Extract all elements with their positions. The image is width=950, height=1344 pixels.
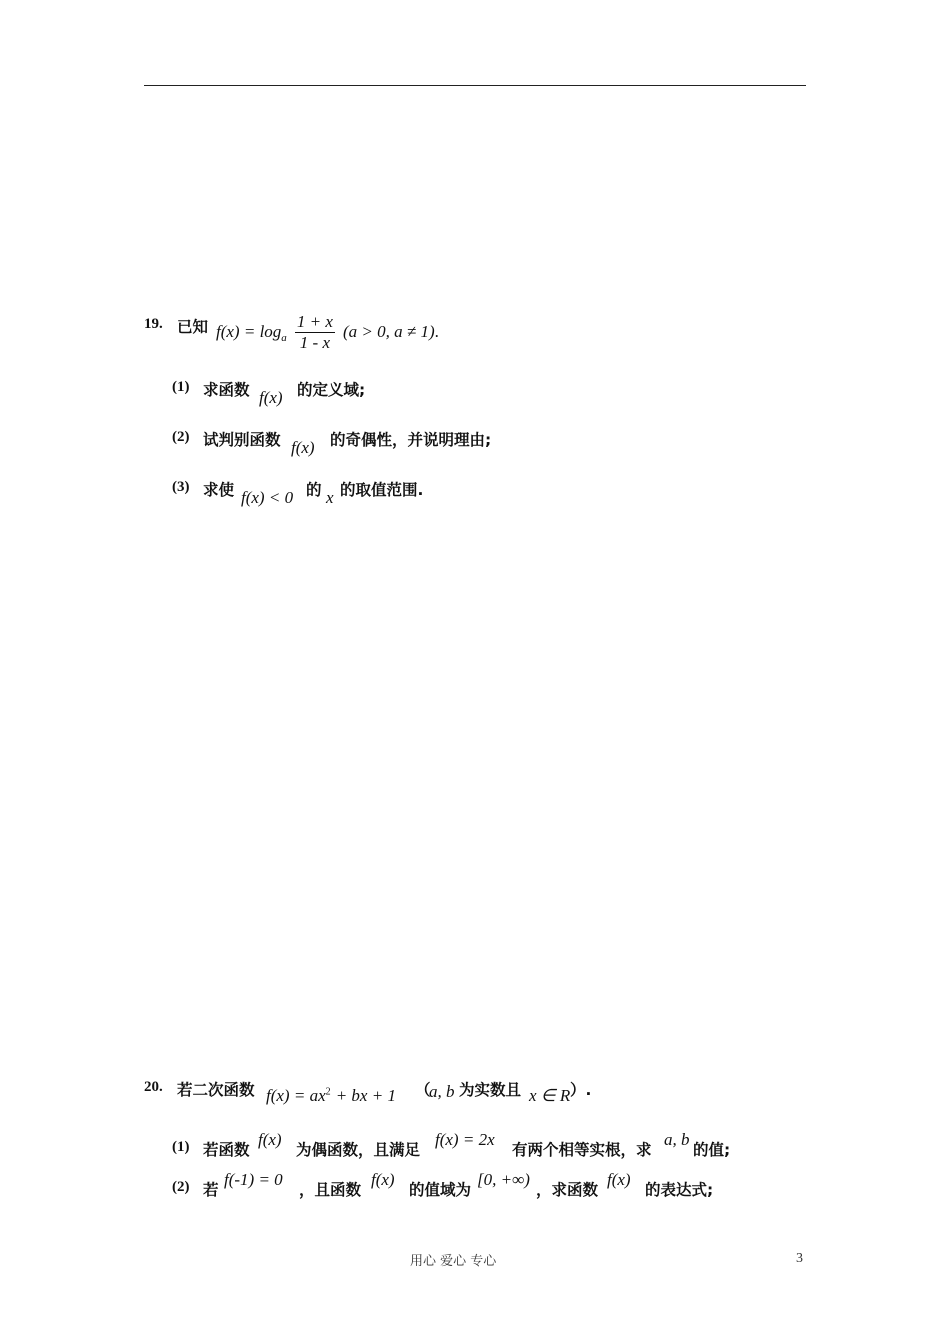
math-ab: a, b xyxy=(664,1130,690,1149)
page-number: 3 xyxy=(796,1251,803,1266)
part-text: 的 xyxy=(306,481,322,499)
part-text: 试判别函数 xyxy=(203,431,281,449)
part-text: 的值; xyxy=(693,1141,731,1159)
math-inequality: f(x) < 0 xyxy=(241,488,294,507)
end-mark: . xyxy=(434,322,439,341)
part-text: 的奇偶性，并说明理由; xyxy=(330,431,492,449)
math-x: x xyxy=(326,488,334,507)
math-equation: f(x) = 2x xyxy=(435,1130,495,1149)
math-fx: f(x) xyxy=(258,1130,282,1149)
part-text: 求使 xyxy=(203,481,235,499)
part-text: 若函数 xyxy=(203,1141,250,1159)
part-label: (2) xyxy=(172,1179,190,1195)
math-fx: f(x) xyxy=(291,438,315,457)
part-label: (2) xyxy=(172,429,190,445)
part-text: ，求函数 xyxy=(536,1181,599,1199)
fraction-denominator: 1 - x xyxy=(299,333,331,352)
paren-close: ）. xyxy=(570,1081,592,1099)
paren-open: （ xyxy=(415,1081,431,1099)
formula-condition: (a > 0, a ≠ 1) xyxy=(343,322,435,341)
formula-main xyxy=(216,312,439,353)
math-range: [0, +∞) xyxy=(477,1170,530,1189)
footer-motto: 用心 爱心 专心 xyxy=(410,1254,497,1269)
math-equation: f(-1) = 0 xyxy=(224,1170,283,1189)
part-text: 求函数 xyxy=(203,381,250,399)
part-text: 为偶函数，且满足 xyxy=(296,1141,421,1159)
math-fx: f(x) xyxy=(371,1170,395,1189)
log-base: a xyxy=(281,332,287,345)
question-lead: 若二次函数 xyxy=(177,1081,255,1099)
math-ab: a, b xyxy=(429,1082,455,1101)
math-fx: f(x) xyxy=(607,1170,631,1189)
part-label: (1) xyxy=(172,379,190,395)
question-number: 19. xyxy=(144,316,163,332)
part-label: (1) xyxy=(172,1139,190,1155)
part-label: (3) xyxy=(172,479,190,495)
part-text: 为实数且 xyxy=(459,1081,522,1099)
part-text: 的表达式; xyxy=(645,1181,714,1199)
part-text: 有两个相等实根，求 xyxy=(512,1141,652,1159)
exponent: 2 xyxy=(325,1086,331,1098)
formula-part: + bx + 1 xyxy=(335,1086,396,1105)
formula-lhs: f(x) = log xyxy=(216,322,282,341)
math-domain: x ∈ R xyxy=(529,1086,571,1105)
question-lead: 已知 xyxy=(177,318,209,336)
fraction-numerator: 1 + x xyxy=(296,312,333,331)
formula-main xyxy=(266,1086,396,1106)
question-number: 20. xyxy=(144,1079,163,1095)
part-text: 的值域为 xyxy=(409,1181,472,1199)
math-fx: f(x) xyxy=(259,388,283,407)
part-text: 的定义域; xyxy=(297,381,366,399)
part-text: 的取值范围. xyxy=(340,481,424,499)
fraction xyxy=(295,312,335,353)
part-text: 若 xyxy=(203,1181,219,1199)
header-rule xyxy=(144,85,806,86)
part-text: ，且函数 xyxy=(299,1181,362,1199)
formula-part: f(x) = ax xyxy=(266,1086,326,1105)
